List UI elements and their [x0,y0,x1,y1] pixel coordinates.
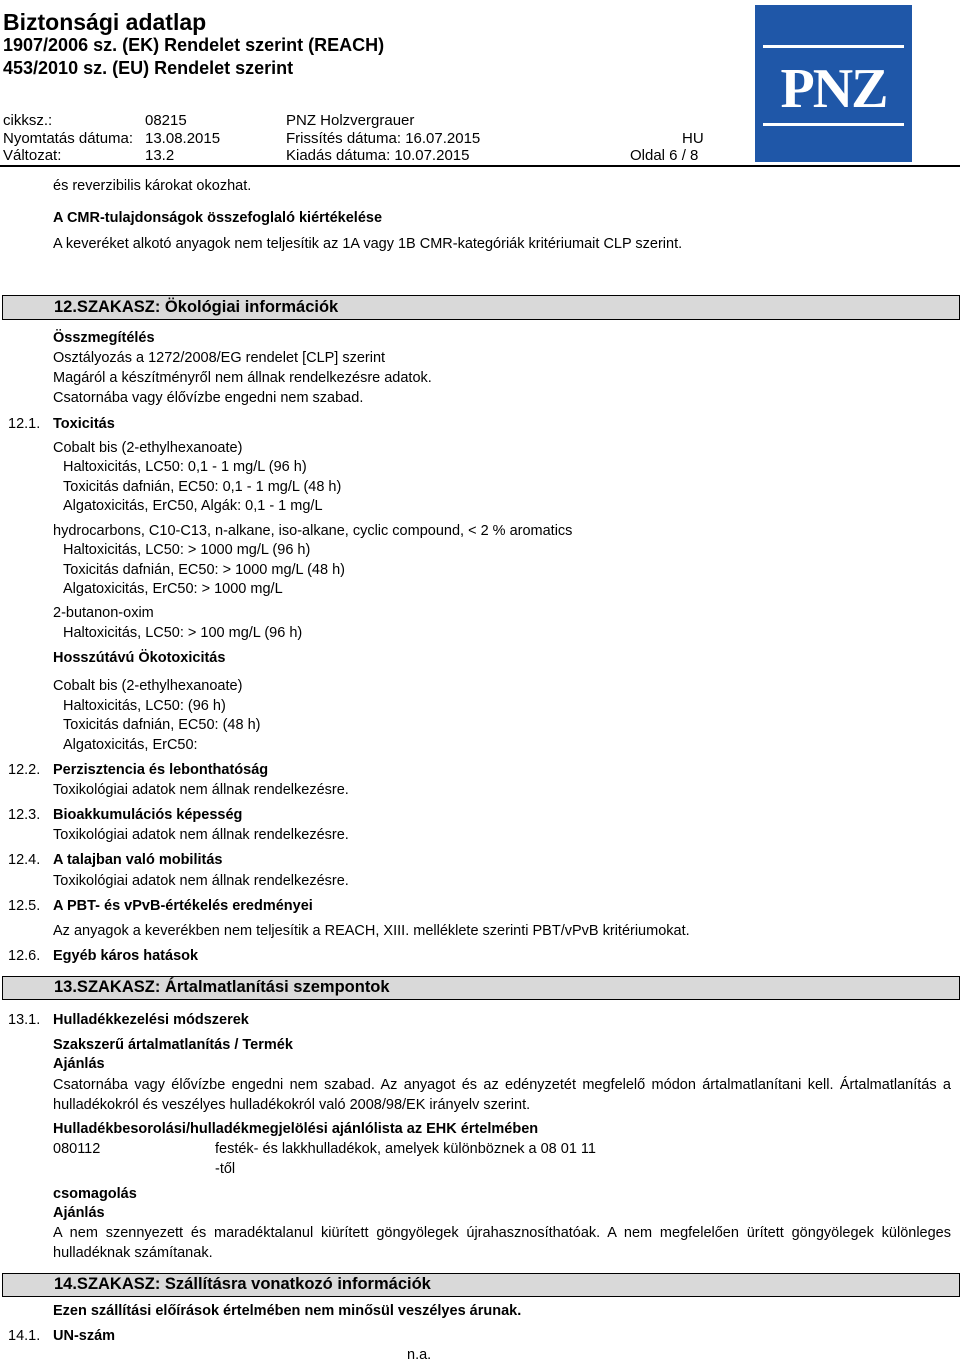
bioaccumulation-text: Toxikológiai adatok nem állnak rendelkezésre. [53,827,349,843]
bioaccumulation-heading: Bioakkumulációs képesség [53,807,243,823]
pbt-heading: A PBT- és vPvB-értékelés eredményei [53,898,313,914]
subsection-number: 12.3. [8,807,41,823]
toxicity-value: Algatoxicitás, ErC50, Algák: 0,1 - 1 mg/L [63,498,323,514]
subsection-number: 12.2. [8,762,41,778]
subsection-number: 13.1. [8,1012,41,1028]
packaging-text: A nem szennyezett és maradéktalanul kiürített göngyölegek újrahasznosíthatóak. A nem megfelelően ürített göngyölegek különleges hulladéknak számítanak. [53,1225,951,1261]
substance-name: Cobalt bis (2-ethylhexanoate) [53,678,243,694]
packaging-heading: csomagolás [53,1186,137,1202]
version-label: Változat: [3,147,62,164]
section-12-header [2,295,960,320]
proper-disposal-heading: Szakszerű ártalmatlanítás / Termék [53,1037,293,1053]
toxicity-value: Algatoxicitás, ErC50: > 1000 mg/L [63,581,283,597]
subsection-number: 12.5. [8,898,41,914]
substance-name: 2-butanon-oxim [53,605,154,621]
print-date-label: Nyomtatás dátuma: [3,130,134,147]
recommendation-label: Ajánlás [53,1056,105,1072]
ewc-heading: Hulladékbesorolási/hulladékmegjelölési ajánlólista az EHK értelmében [53,1121,539,1137]
toxicity-value: Algatoxicitás, ErC50: [63,737,198,753]
article-number: 08215 [145,112,187,129]
print-date: 13.08.2015 [145,130,221,147]
mobility-heading: A talajban való mobilitás [53,852,223,868]
waste-methods-heading: Hulladékkezelési módszerek [53,1012,249,1028]
mobility-text: Toxikológiai adatok nem állnak rendelkezésre. [53,873,349,889]
toxicity-value: Toxicitás dafnián, EC50: > 1000 mg/L (48 h) [63,562,345,578]
persistence-heading: Perzisztencia és lebonthatóság [53,762,269,778]
toxicity-value: Haltoxicitás, LC50: (96 h) [63,698,226,714]
long-term-heading: Hosszútávú Ökotoxicitás [53,650,226,666]
pbt-text: Az anyagok a keverékben nem teljesítik a REACH, XIII. melléklete szerinti PBT/vPvB kritériumokat. [53,923,690,939]
substance-name: hydrocarbons, C10-C13, n-alkane, iso-alkane, cyclic compound, < 2 % aromatics [53,523,573,539]
subsection-number: 12.6. [8,948,41,964]
cmr-heading: A CMR-tulajdonságok összefoglaló kiértékelése [53,210,383,226]
intro-text: és reverzibilis károkat okozhat. [53,178,252,194]
toxicity-value: Haltoxicitás, LC50: > 100 mg/L (96 h) [63,625,303,641]
header-divider [0,165,960,167]
overall-line-3: Csatornába vagy élővízbe engedni nem szabad. [53,390,364,406]
other-effects-heading: Egyéb káros hatások [53,948,199,964]
subsection-number: 14.1. [8,1328,41,1344]
toxicity-value: Toxicitás dafnián, EC50: 0,1 - 1 mg/L (48 h) [63,479,342,495]
regulation-eu: 453/2010 sz. (EU) Rendelet szerint [3,58,294,78]
regulation-reach: 1907/2006 sz. (EK) Rendelet szerint (REACH) [3,35,385,55]
recommendation-label: Ajánlás [53,1205,105,1221]
section-12-title: 12.SZAKASZ: Ökológiai információk [54,298,339,316]
article-label: cikksz.: [3,112,53,129]
substance-name: Cobalt bis (2-ethylhexanoate) [53,440,243,456]
transport-note: Ezen szállítási előírások értelmében nem minősül veszélyes árunak. [53,1303,522,1319]
logo-stripe-top [763,45,904,48]
section-14-title: 14.SZAKASZ: Szállításra vonatkozó információk [54,1275,431,1293]
overall-line-1: Osztályozás a 1272/2008/EG rendelet [CLP] szerint [53,350,386,366]
toxicity-value: Toxicitás dafnián, EC50: (48 h) [63,717,261,733]
document-title: Biztonsági adatlap [3,9,207,35]
subsection-number: 12.1. [8,416,41,432]
cmr-text: A keveréket alkotó anyagok nem teljesítik az 1A vagy 1B CMR-kategóriák kritériumait CLP szerint. [53,236,683,252]
section-14-header [2,1273,960,1297]
overall-line-2: Magáról a készítményről nem állnak rendelkezésre adatok. [53,370,432,386]
section-13-header [2,976,960,1000]
toxicity-value: Haltoxicitás, LC50: > 1000 mg/L (96 h) [63,542,311,558]
version-number: 13.2 [145,147,175,164]
update-date: Frissítés dátuma: 16.07.2015 [286,130,481,147]
disposal-text: Csatornába vagy élővízbe engedni nem szabad. Az anyagot és az edényzetét megfelelő módon ártalmatlanítani kell. Ártalmatlanítás a hulladékokról és veszélyes hulladékokról való 2008/98/EK irányelv szerint. [53,1077,951,1113]
ewc-description-cont: -től [215,1161,236,1177]
language-code: HU [682,130,704,147]
product-name: PNZ Holzvergrauer [286,112,415,129]
logo-stripe-bottom [763,123,904,126]
pnz-logo [755,5,912,162]
issue-date: Kiadás dátuma: 10.07.2015 [286,147,470,164]
toxicity-heading: Toxicitás [53,416,115,432]
subsection-number: 12.4. [8,852,41,868]
persistence-text: Toxikológiai adatok nem állnak rendelkezésre. [53,782,349,798]
page-number: Oldal 6 / 8 [630,147,699,164]
toxicity-value: Haltoxicitás, LC50: 0,1 - 1 mg/L (96 h) [63,459,307,475]
un-number-value: n.a. [407,1347,432,1363]
un-number-heading: UN-szám [53,1328,116,1344]
ewc-code: 080112 [53,1141,101,1157]
section-13-title: 13.SZAKASZ: Ártalmatlanítási szempontok [54,978,390,996]
overall-heading: Összmegítélés [53,330,155,346]
ewc-description: festék- és lakkhulladékok, amelyek különböznek a 08 01 11 [215,1141,596,1157]
logo-text: PNZ [780,58,887,120]
